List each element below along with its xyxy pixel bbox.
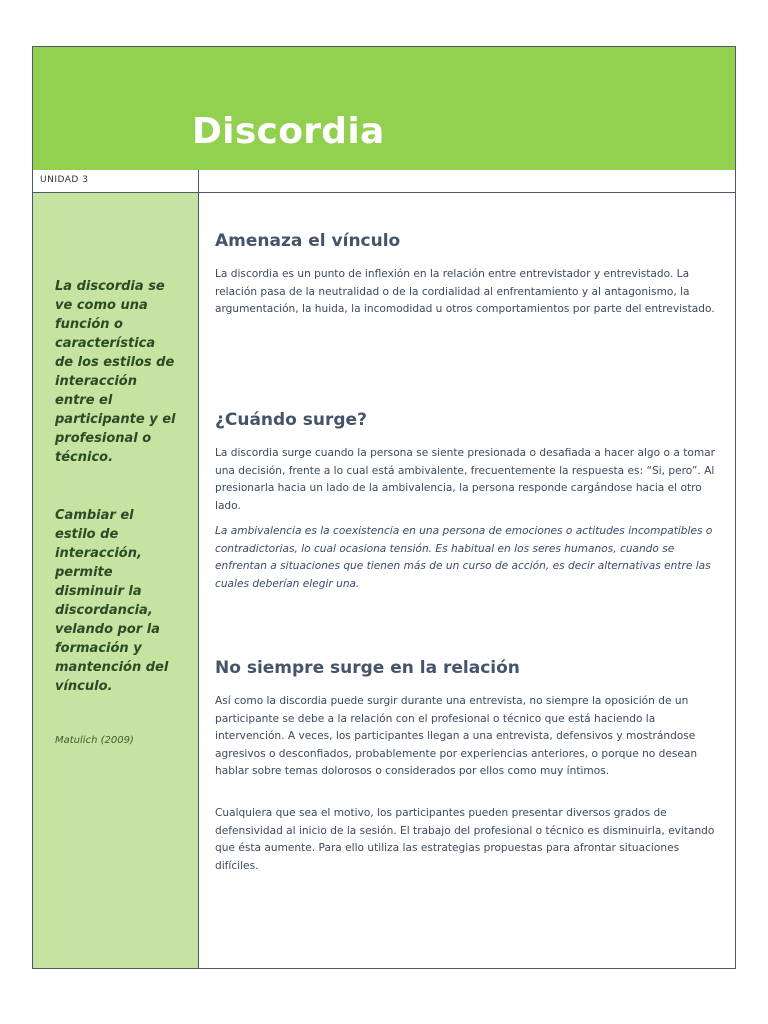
section-heading-amenaza: Amenaza el vínculo — [215, 231, 401, 251]
section-heading-no-siempre: No siempre surge en la relación — [215, 658, 520, 678]
section-paragraph: Así como la discordia puede surgir durante una entrevista, no siempre la oposición de un participante se debe a la relación con el profesional o técnico que está haciendo la intervención. A veces, los participantes llegan a una entrevista, defensivos y mostrándose agresivos o desconfiados, probablemente por experiencias anteriores, o porque no desean hablar sobre temas dolorosos o considerados por ellos como muy íntimos. — [215, 695, 698, 777]
unit-label: UNIDAD 3 — [40, 175, 89, 185]
section-paragraph-italic: La ambivalencia es la coexistencia en una persona de emociones o actitudes incompatibles o contradictorias, lo cual ocasiona tensión. Es habitual en los seres humanos, cuando se enfrentan a situaciones que tienen más de un curso de acción, es decir alternativas entre las cuales deberían elegir una. — [215, 525, 713, 590]
section-paragraph: La discordia es un punto de inflexión en la relación entre entrevistador y entrevistado. La relación pasa de la neutralidad o de la cordialidad al enfrentamiento y al antagonismo, la argumentación, la huida, la incomodidad u otros comportamientos por parte del entrevistado. — [215, 268, 715, 315]
header-divider — [198, 170, 199, 192]
sidebar-citation: Matulich (2009) — [55, 735, 134, 746]
section-heading-cuando-surge: ¿Cuándo surge? — [215, 410, 367, 430]
section-paragraph: Cualquiera que sea el motivo, los participantes pueden presentar diversos grados de defensividad al inicio de la sesión. El trabajo del profesional o técnico es disminuirla, evitando que ésta aumente. Para ello utiliza las estrategias propuestas para afrontar situaciones difíciles. — [215, 807, 715, 872]
sidebar-quote-2: Cambiar el estilo de interacción, permite disminuir la discordancia, velando por la formación y mantención del vínculo. — [55, 508, 169, 694]
page-title: Discordia — [192, 111, 385, 152]
sidebar-quote-1: La discordia se ve como una función o característica de los estilos de interacción entre el participante y el profesional o técnico. — [55, 279, 176, 465]
section-paragraph: La discordia surge cuando la persona se siente presionada o desafiada a hacer algo o a tomar una decisión, frente a lo cual está ambivalente, frecuentemente la respuesta es: “Si, pero”. Al presionarla hacia un lado de la ambivalencia, la persona responde cargándose hacia el otro lado. — [215, 447, 715, 512]
